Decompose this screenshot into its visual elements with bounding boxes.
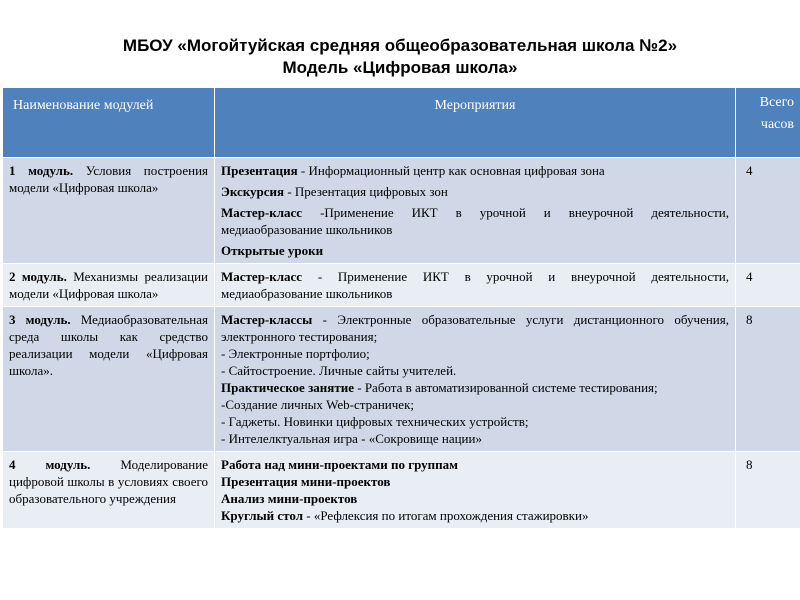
module-description: Моделирование цифровой школы в условиях своего образовательного учреждения [9, 457, 208, 506]
event-item: Экскурсия - Презентация цифровых зон [221, 184, 448, 199]
event-item: Работа над мини-проектами по группам [221, 457, 459, 472]
event-item: - Гаджеты. Новинки цифровых технических устройств; [221, 414, 529, 429]
module-description: Механизмы реализации модели «Цифровая школа» [9, 269, 208, 301]
event-item: Анализ мини-проектов [221, 491, 358, 506]
module-cell [3, 307, 215, 452]
events-cell [215, 264, 736, 307]
hours-cell: 4 [736, 158, 800, 264]
hours-cell: 8 [736, 307, 800, 452]
event-item: Презентация - Информационный центр как основная цифровая зона [221, 163, 605, 178]
events-cell [215, 452, 736, 529]
module-number: 4 модуль. [9, 457, 91, 472]
event-item: Презентация мини-проектов [221, 474, 391, 489]
event-item: -Создание личных Web-страничек; [221, 397, 415, 412]
table-header-row [3, 88, 800, 158]
events-cell [215, 307, 736, 452]
event-item: Практическое занятие - Работа в автоматизированной системе тестирования; [221, 380, 658, 395]
module-number: 3 модуль. [9, 312, 71, 327]
module-number: 2 модуль. [9, 269, 67, 284]
table-row [3, 158, 800, 264]
event-item: Мастер-классы - Электронные образовательные услуги дистанционного обучения, электронного тестирования; [221, 312, 729, 344]
table-row [3, 264, 800, 307]
title-line-model: Модель «Цифровая школа» [282, 58, 518, 77]
event-item: Открытые уроки [221, 243, 324, 258]
module-number: 1 модуль. [9, 163, 74, 178]
event-item: - Сайтостроение. Личные сайты учителей. [221, 363, 457, 378]
header-modules: Наименование модулей [3, 88, 215, 158]
title-line-school: МБОУ «Могойтуйская средняя общеобразовательная школа №2» [122, 36, 678, 55]
event-item: Мастер-класс -Применение ИКТ в урочной и внеурочной деятельности, медиаобразование школьников [221, 205, 729, 237]
table-row [3, 307, 800, 452]
header-hours: Всего часов [736, 88, 800, 158]
module-description: Условия построения модели «Цифровая школа» [9, 163, 208, 195]
module-cell [3, 452, 215, 529]
hours-cell: 8 [736, 452, 800, 529]
module-description: Медиаобразовательная среда школы как средство реализации модели «Цифровая школа». [9, 312, 209, 378]
page-title [0, 35, 800, 79]
event-item: - Электронные портфолио; [221, 346, 370, 361]
event-item: - Интелелктуальная игра - «Сокровище нации» [221, 431, 482, 446]
header-events: Мероприятия [215, 88, 736, 158]
event-item: Круглый стол - «Рефлексия по итогам прохождения стажировки» [221, 508, 589, 523]
events-cell [215, 158, 736, 264]
modules-table [2, 87, 800, 529]
event-item: Мастер-класс - Применение ИКТ в урочной и внеурочной деятельности, медиаобразование школьников [221, 269, 729, 301]
module-cell [3, 158, 215, 264]
table-row [3, 452, 800, 529]
hours-cell: 4 [736, 264, 800, 307]
module-cell [3, 264, 215, 307]
